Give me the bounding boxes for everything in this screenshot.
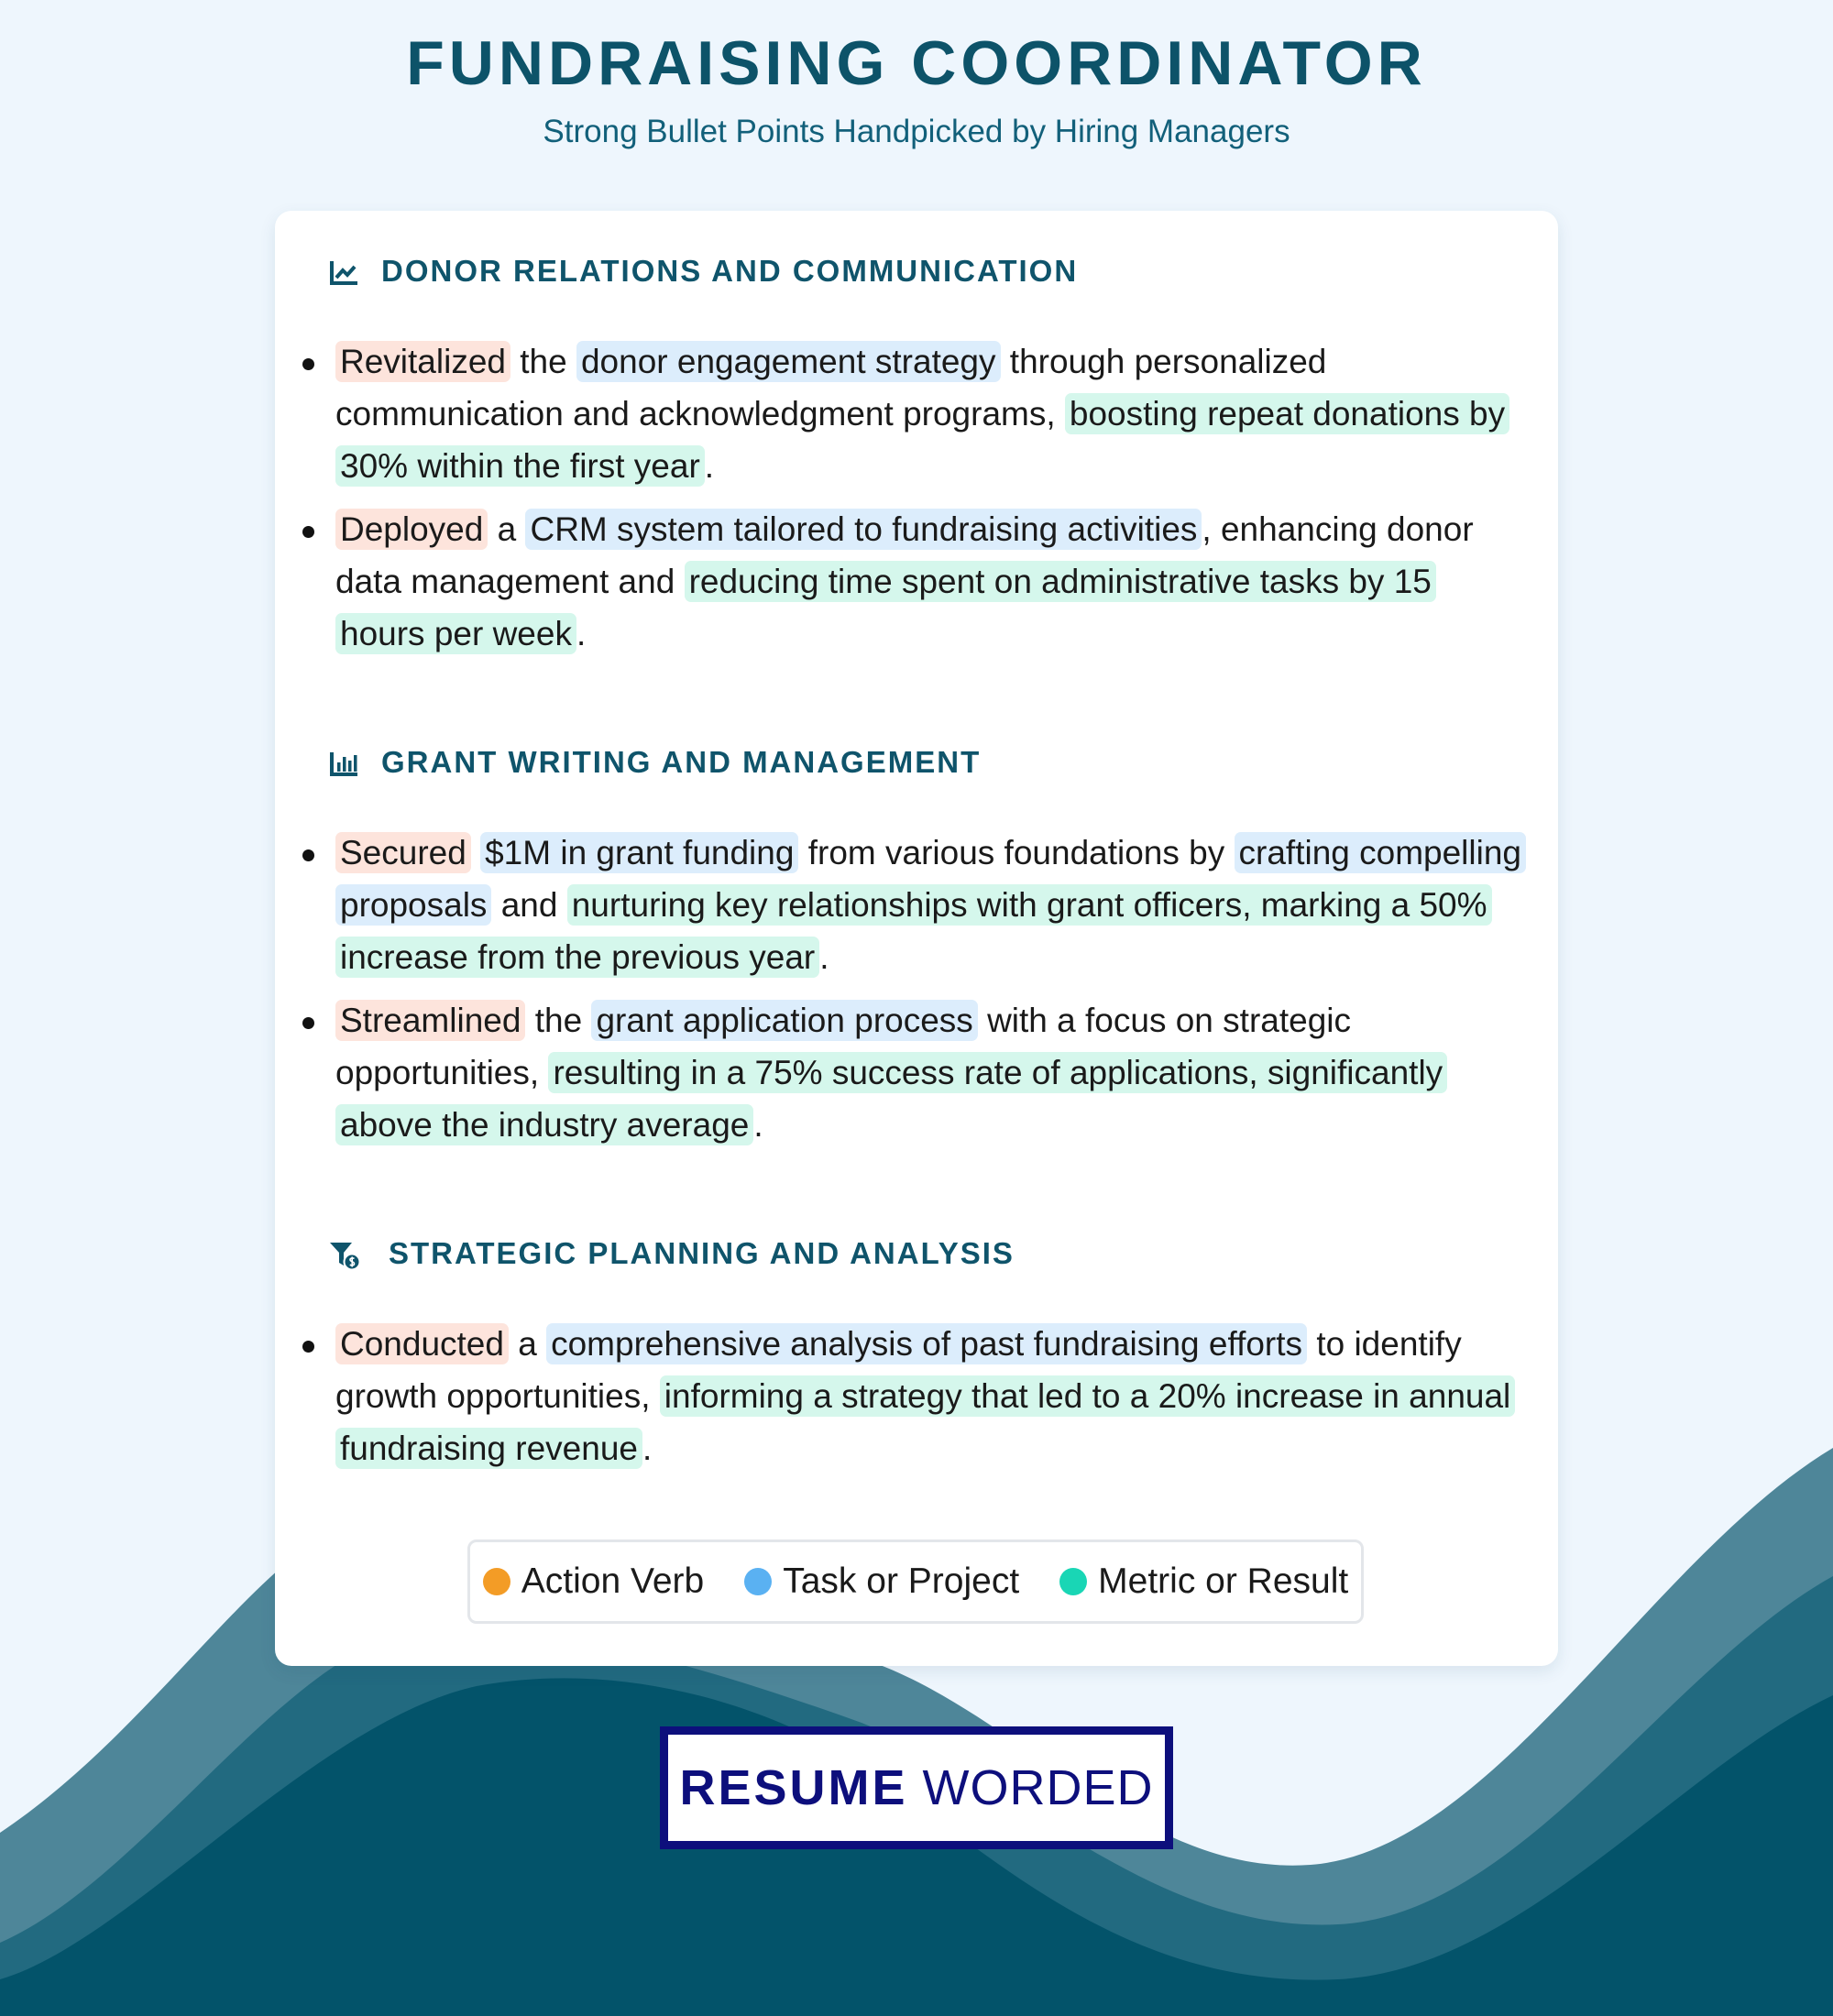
plain-text: the (510, 343, 576, 380)
task-or-project: grant application process (591, 1000, 977, 1041)
bullet-item (275, 335, 1558, 492)
plain-text: . (753, 1106, 763, 1144)
section-header (275, 251, 1558, 297)
plain-text: . (704, 447, 715, 485)
task-or-project: $1M in grant funding (480, 832, 798, 873)
plain-text (471, 834, 480, 871)
bullet-points-card (275, 211, 1558, 1666)
plain-text: , enhancing donor data management and (335, 510, 1474, 600)
bullet-dot (302, 526, 314, 538)
action-verb: Revitalized (335, 341, 510, 382)
metric-or-result: resulting in a 75% success rate of applications, significantly above the industry average (335, 1052, 1447, 1145)
bullet-list (275, 335, 1558, 671)
bullet-list (275, 1318, 1558, 1485)
section-header (275, 742, 1558, 788)
bullet-item (275, 503, 1558, 660)
plain-text: . (642, 1430, 653, 1467)
line-chart-icon (328, 257, 361, 289)
page-title: FUNDRAISING COORDINATOR (406, 28, 1427, 98)
logo-text-bold: RESUME (679, 1760, 908, 1815)
action-verb: Deployed (335, 509, 488, 550)
legend-dot-teal (1059, 1568, 1087, 1595)
bullet-text (335, 1318, 1521, 1474)
plain-text: from various foundations by (798, 834, 1235, 871)
bullet-text (335, 994, 1521, 1151)
page-header (0, 27, 1833, 150)
action-verb: Secured (335, 832, 471, 873)
legend-item-action-verb (483, 1561, 704, 1602)
metric-or-result: boosting repeat donations by 30% within the first year (335, 393, 1509, 487)
legend-item-task-or-project (744, 1561, 1019, 1602)
plain-text: with a focus on strategic opportunities, (335, 1002, 1351, 1091)
plain-text: . (576, 615, 587, 652)
section-donor-relations (275, 251, 1558, 652)
plain-text: a (488, 510, 526, 548)
legend-label: Task or Project (783, 1561, 1020, 1601)
task-or-project: donor engagement strategy (576, 341, 1001, 382)
section-title: STRATEGIC PLANNING AND ANALYSIS (389, 1236, 1015, 1270)
section-grant-writing (275, 742, 1558, 1144)
bullet-dot (302, 1341, 314, 1353)
action-verb: Conducted (335, 1323, 509, 1364)
highlight-legend (467, 1539, 1364, 1624)
bullet-item (275, 1318, 1558, 1474)
logo-text-light: WORDED (922, 1760, 1154, 1815)
bullet-item (275, 994, 1558, 1151)
task-or-project: crafting compelling proposals (335, 832, 1526, 926)
metric-or-result: reducing time spent on administrative tasks by 15 hours per week (335, 561, 1436, 654)
metric-or-result: informing a strategy that led to a 20% increase in annual fundraising revenue (335, 1375, 1515, 1469)
page-subtitle: Strong Bullet Points Handpicked by Hiring Managers (543, 114, 1290, 149)
task-or-project: comprehensive analysis of past fundraising efforts (546, 1323, 1307, 1364)
plain-text: . (819, 938, 829, 976)
plain-text: the (525, 1002, 592, 1039)
bullet-item (275, 827, 1558, 983)
bullet-list (275, 827, 1558, 1162)
metric-or-result: nurturing key relationships with grant officers, marking a 50% increase from the previous year (335, 884, 1492, 978)
legend-label: Action Verb (521, 1561, 705, 1601)
resume-worded-logo (660, 1726, 1173, 1849)
plain-text: and (491, 886, 567, 924)
bullet-text (335, 827, 1521, 983)
bar-chart-icon (328, 749, 361, 780)
bullet-text (335, 335, 1521, 492)
action-verb: Streamlined (335, 1000, 525, 1041)
section-strategic-planning (275, 1233, 1558, 1467)
bullet-dot (302, 1017, 314, 1029)
section-title: GRANT WRITING AND MANAGEMENT (381, 745, 982, 779)
legend-dot-orange (483, 1568, 510, 1595)
section-header (275, 1233, 1558, 1279)
legend-label: Metric or Result (1098, 1561, 1349, 1601)
legend-item-metric-or-result (1059, 1561, 1348, 1602)
funnel-dollar-icon (328, 1240, 361, 1271)
bullet-text (335, 503, 1521, 660)
section-title: DONOR RELATIONS AND COMMUNICATION (381, 254, 1079, 288)
plain-text: to identify growth opportunities, (335, 1325, 1462, 1415)
plain-text: a (508, 1325, 547, 1363)
task-or-project: CRM system tailored to fundraising activities (525, 509, 1202, 550)
bullet-dot (302, 358, 314, 370)
plain-text: through personalized communication and acknowledgment programs, (335, 343, 1327, 433)
bullet-dot (302, 849, 314, 861)
legend-dot-blue (744, 1568, 772, 1595)
